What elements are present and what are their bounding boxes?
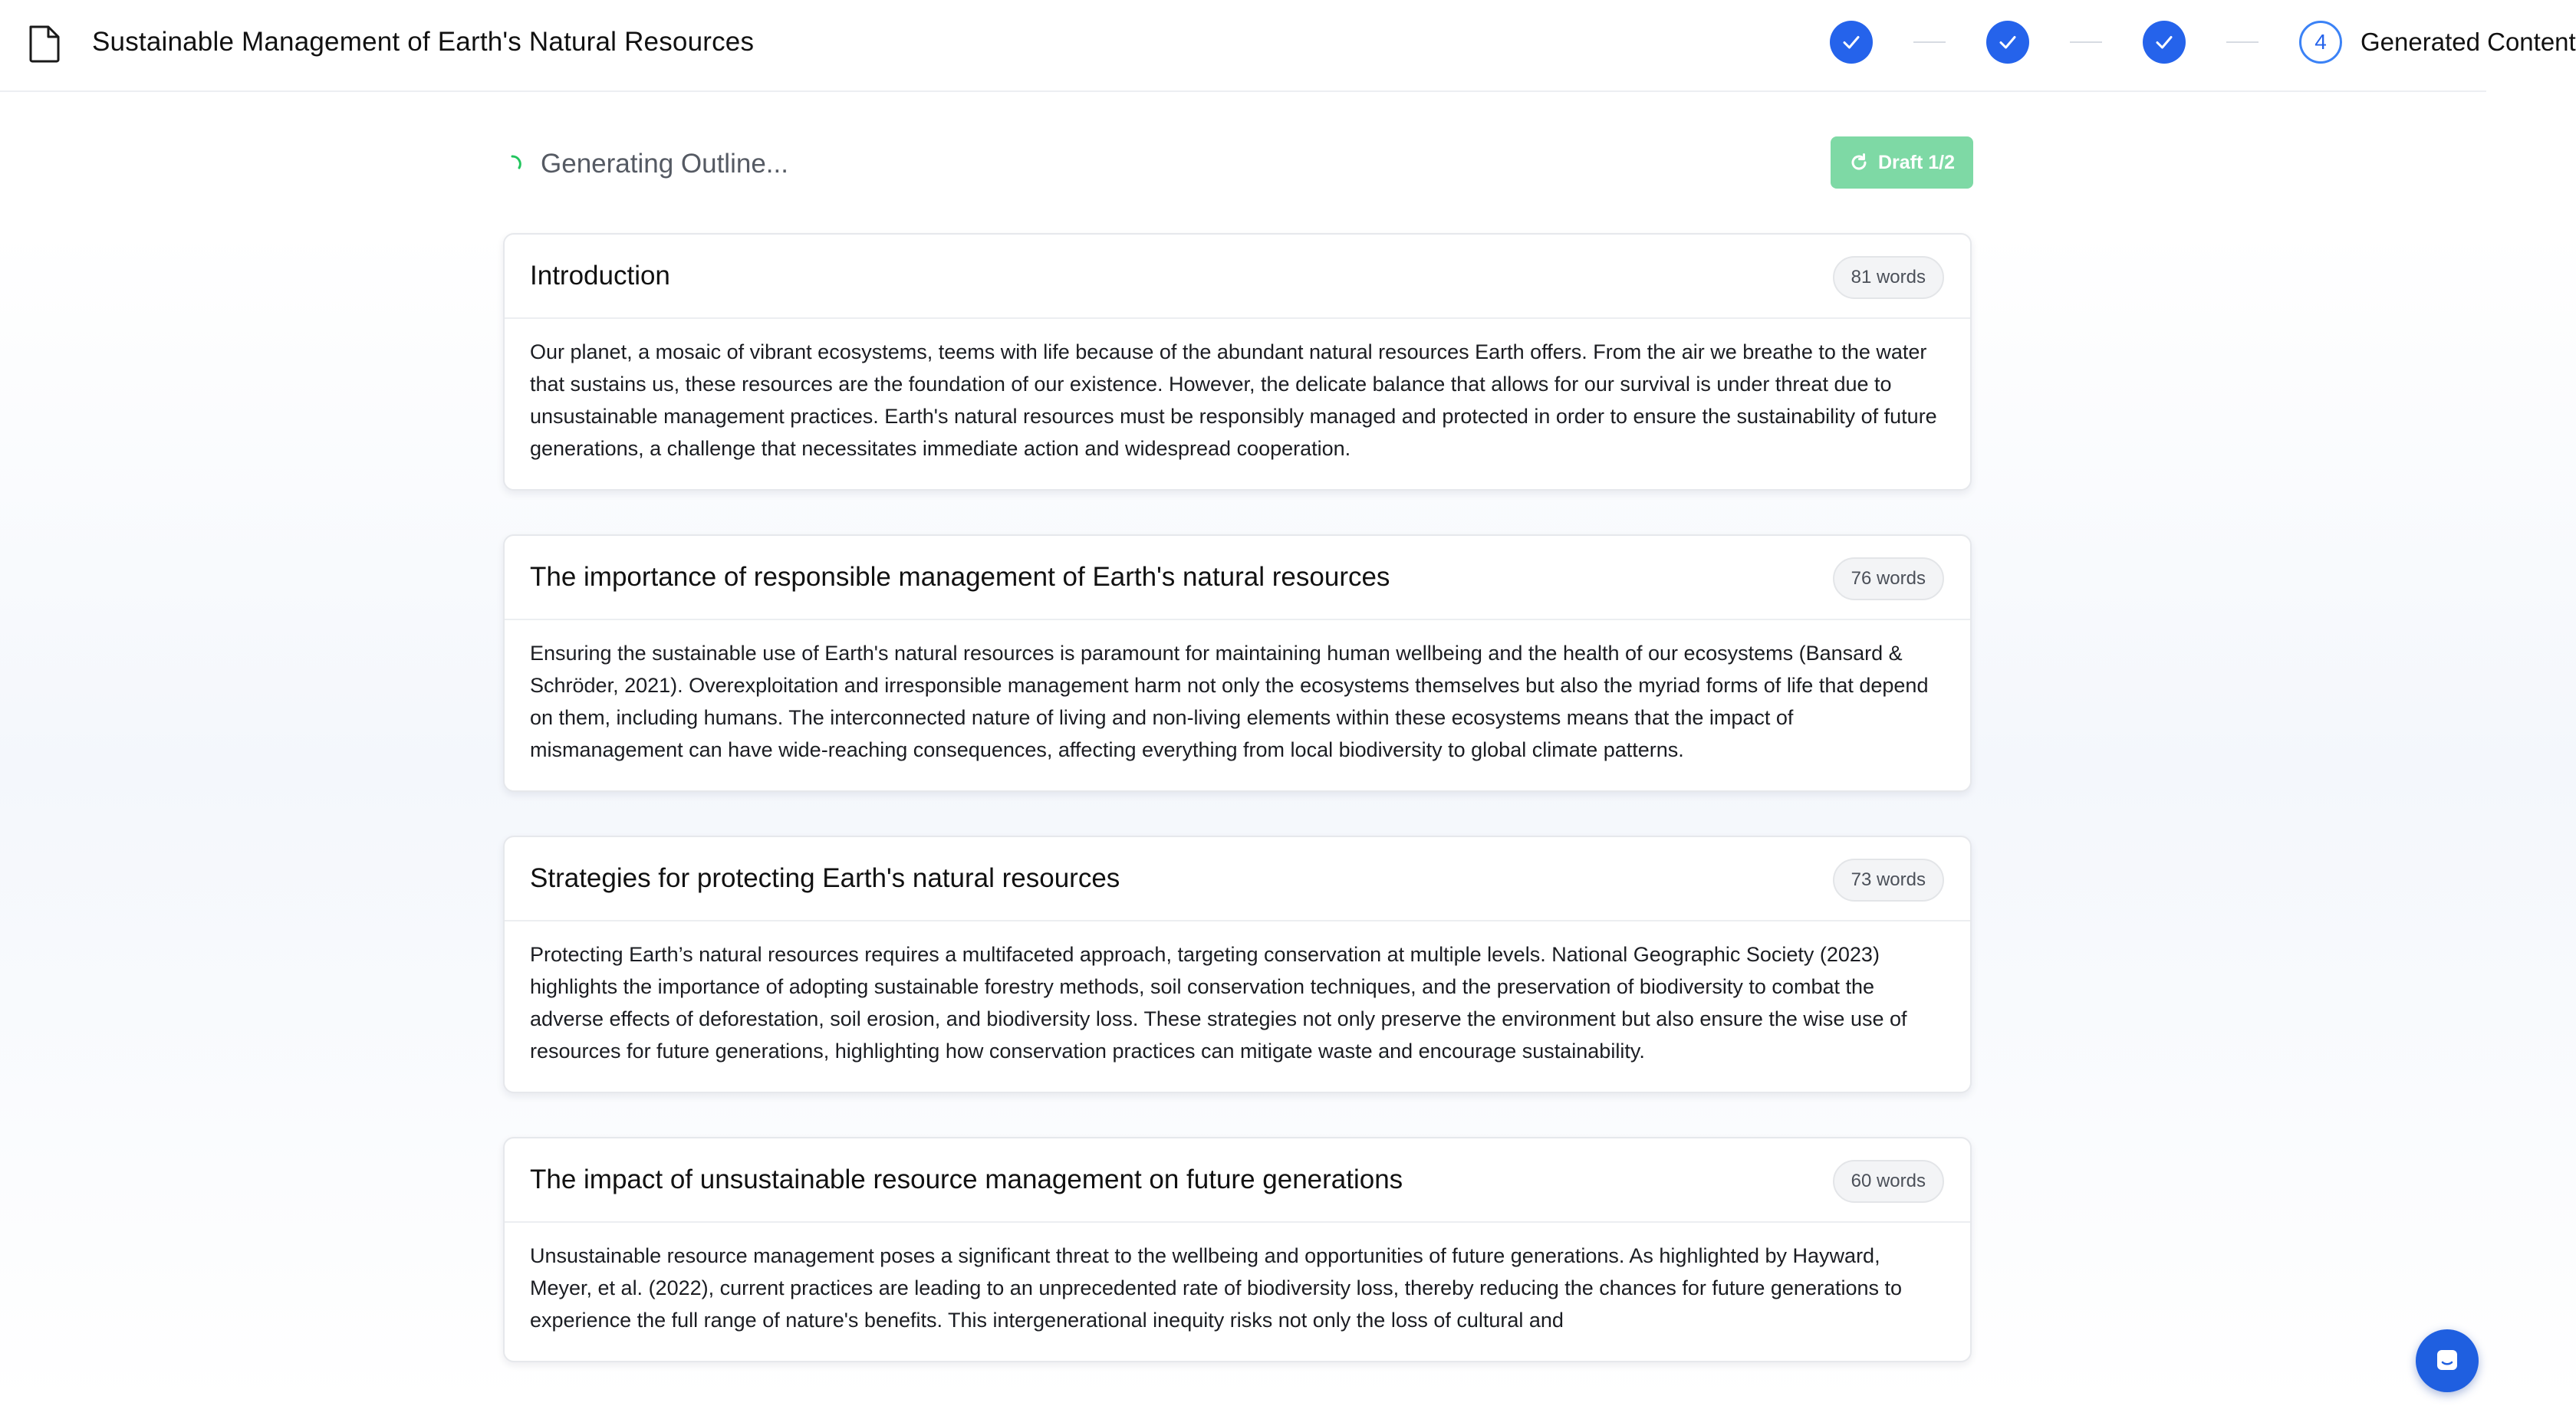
draft-button[interactable] [1831, 136, 1973, 189]
check-icon [1997, 31, 2018, 53]
draft-button-label: Draft 1/2 [1877, 151, 1956, 173]
section-title: The impact of unsustainable resource management on future generations [530, 1165, 1403, 1194]
word-count-badge: 81 words [1833, 256, 1944, 299]
chat-icon [2432, 1345, 2462, 1376]
chat-widget-button[interactable] [2416, 1329, 2479, 1392]
file-icon [28, 25, 61, 63]
section-text[interactable]: Protecting Earth’s natural resources requires a multifaceted approach, targeting conservation at multiple levels. National Geographic Society (2023) highlights the importance of adopting sustainable forestry methods, soil conservation techniques, and the preservation of biodiversity to combat the adverse effects of deforestation, soil erosion, and biodiversity loss. These strategies not only preserve the environment but also ensure the wise use of resources for future generations, highlighting how conservation practices can mitigate waste and encourage sustainability. [530, 943, 1907, 1063]
document-title: Sustainable Management of Earth's Natural Resources [92, 27, 755, 57]
step-number: 4 [2314, 30, 2327, 54]
progress-stepper [1830, 21, 2576, 64]
word-count-badge: 60 words [1833, 1160, 1944, 1203]
section-text[interactable]: Unsustainable resource management poses a significant threat to the wellbeing and opportunities of future generations. As highlighted by Hayward, Meyer, et al. (2022), current practices are leading to an unprecedented rate of biodiversity loss, thereby reducing the chances for future generations to experience the full range of nature's benefits. This intergenerational inequity risks not only the loss of cultural and [530, 1244, 1903, 1332]
step-2-completed[interactable] [1986, 21, 2029, 64]
top-bar [0, 0, 2576, 92]
section-header [505, 1138, 1970, 1223]
section-card [503, 233, 1972, 491]
word-count-badge: 76 words [1833, 557, 1944, 600]
step-connector [1913, 41, 1946, 43]
refresh-icon [1849, 153, 1869, 172]
current-step-label: Generated Content [2361, 28, 2576, 56]
check-icon [1841, 31, 1862, 53]
section-card [503, 1137, 1972, 1362]
section-title: Strategies for protecting Earth's natural resources [530, 863, 1120, 893]
section-header [505, 536, 1970, 620]
step-3-completed[interactable] [2143, 21, 2186, 64]
status-text: Generating Outline... [541, 149, 788, 179]
section-card [503, 836, 1972, 1093]
step-connector [2226, 41, 2259, 43]
section-title: The importance of responsible management of Earth's natural resources [530, 562, 1390, 592]
section-card [503, 534, 1972, 792]
section-header [505, 235, 1970, 319]
generation-status [502, 141, 788, 187]
step-4-current[interactable] [2299, 21, 2342, 64]
step-connector [2070, 41, 2102, 43]
section-header [505, 837, 1970, 921]
section-text[interactable]: Ensuring the sustainable use of Earth's natural resources is paramount for maintaining human wellbeing and the health of our ecosystems (Bansard & Schröder, 2021). Overexploitation and irresponsible management harm not only the ecosystems themselves but also the myriad forms of life that depend on them, including humans. The interconnected nature of living and non-living elements within these ecosystems means that the impact of mismanagement can have wide-reaching consequences, affecting everything from local biodiversity to global climate patterns. [530, 642, 1929, 761]
section-title: Introduction [530, 261, 670, 291]
section-text[interactable]: Our planet, a mosaic of vibrant ecosystems, teems with life because of the abundant natural resources Earth offers. From the air we breathe to the water that sustains us, these resources are the foundation of our existence. However, the delicate balance that allows for our survival is under threat due to unsustainable management practices. Earth's natural resources must be responsibly managed and protected in order to ensure the sustainability of future generations, a challenge that necessitates immediate action and widespread cooperation. [530, 340, 1937, 460]
check-icon [2153, 31, 2175, 53]
word-count-badge: 73 words [1833, 859, 1944, 902]
step-1-completed[interactable] [1830, 21, 1873, 64]
loading-spinner-icon [502, 154, 522, 174]
